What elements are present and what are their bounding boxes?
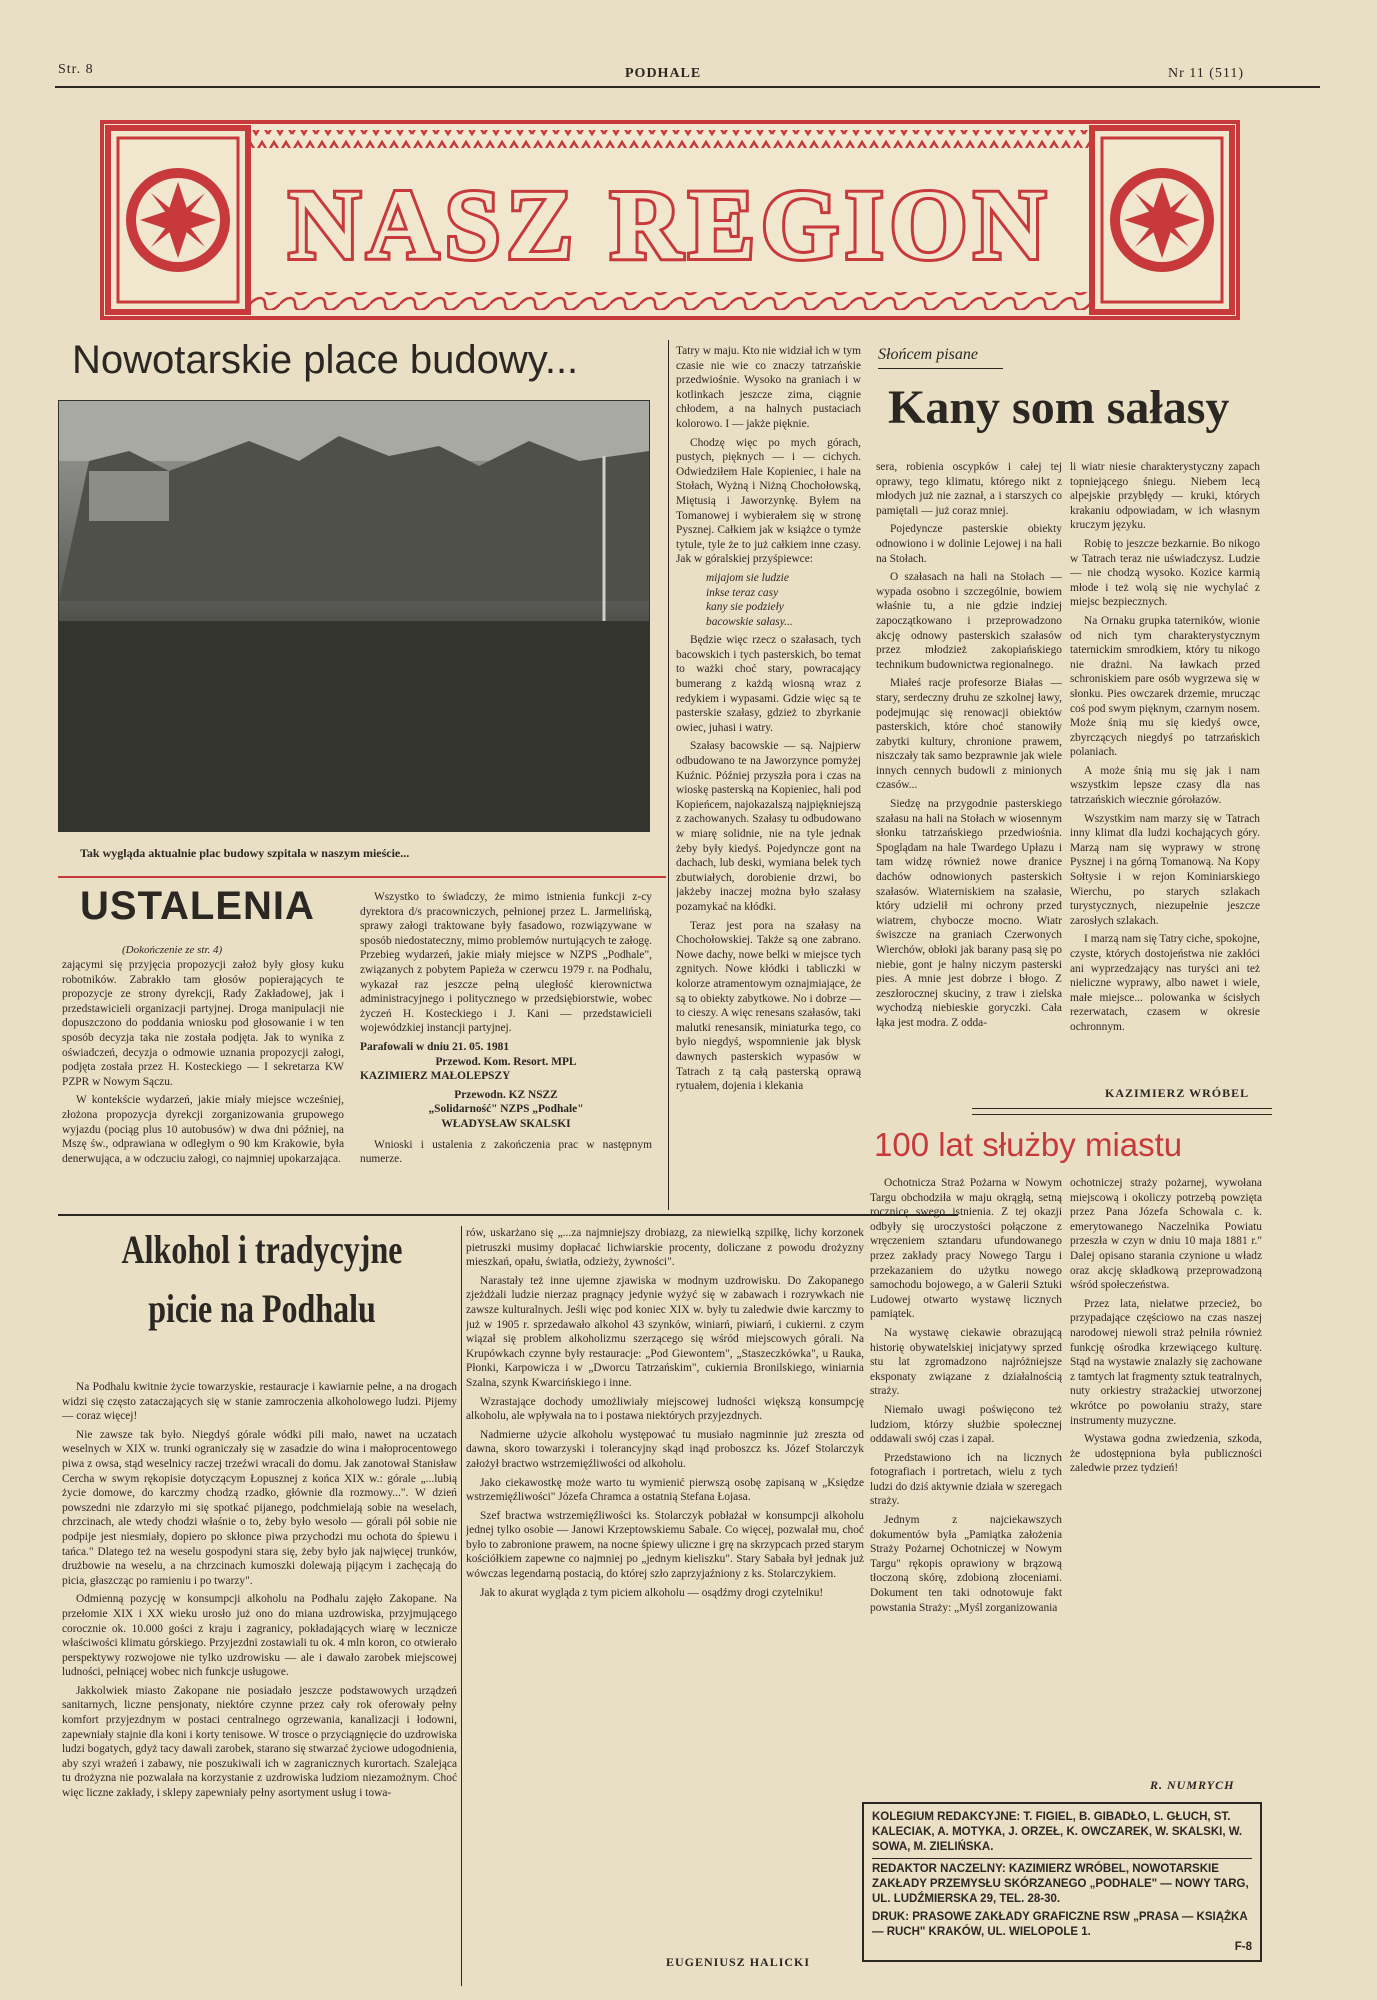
article5-paragraph: Niemało uwagi poświęcono też ludziom, którzy służbie społecznej oddawali swój czas i zapał. <box>870 1403 1062 1446</box>
article5-paragraph: Ochotnicza Straż Pożarna w Nowym Targu obchodziła w maju okrągłą, setną rocznicę swego istnienia. Z tej okazji odbyły się uroczystości połączone z wręczeniem sztandaru ufundowanego przez zakłady pracy Nowego Targu i przekazaniem do użytku nowego samochodu bojowego, a w Galerii Sztuki Ludowej otwarto wystawę licznych pamiątek. <box>870 1177 1062 1321</box>
editorial-staff-box <box>862 1802 1262 1962</box>
article1-headline: Nowotarskie place budowy... <box>72 338 579 382</box>
article2-bottom-rule <box>972 1108 1272 1109</box>
article4-paragraph: Jakkolwiek miasto Zakopane nie posiadało jeszcze podstawowych urządzeń sanitarnych, liczne pensjonaty, niektóre czynne przez cały rok oferowały pełny komfort przyjezdnym w postaci centralnego ogrzewania, kanalizacji i łodowni, zapewniały stajnie dla koni i korty tenisowe. W trosce o przyciągnięcie do uzdrowiska ludzi bogatych, gdyż tacy dawali zarobek, starano się stwarzać życiowe udogodnienia, aby szyi wrażeń i zabawy, nie poszukiwali ich w zagranicznych kurortach. Szalejąca tu drożyzna nie pozwalała na korzystanie z uzdrowiska ludziom niezamożnym. Choć więc liczne zakłady, i sklepy zapewniały pełny asortyment usług i towa- <box>62 1684 457 1800</box>
article2-paragraph: Pojedyncze pasterskie obiekty odnowiono i w dolinie Lejowej i na hali na Stołach. <box>876 523 1062 565</box>
article3-sig-line: KAZIMIERZ MAŁOLEPSZY <box>360 1070 511 1083</box>
page-number: Str. 8 <box>58 62 94 77</box>
kicker-rule <box>878 368 1003 369</box>
photo-caption: Tak wygląda aktualnie plac budowy szpitala w naszym mieście... <box>80 846 410 860</box>
article3-continued: (Dokończenie ze str. 4) <box>122 944 223 956</box>
article3-column-1 <box>62 958 344 1204</box>
construction-photo <box>58 400 650 832</box>
article5-signature: R. NUMRYCH <box>1150 1778 1235 1792</box>
rosette-right-icon <box>1092 128 1232 312</box>
article4-column-2 <box>466 1226 864 1948</box>
article3-paragraph: Wszystko to świadczy, że mimo istnienia funkcji z-cy dyrektora d/s pracowniczych, pełnionej przez L. Jarmelińską, sprawy załogi traktowane były fasadowo, rozwiązywane w sposób niedostateczny, mimo problemów nurtujących te załogę. Przebieg wydarzeń, jakie miały miejsce w NZPS „Podhale", związanych z pobytem Papieża w czerwcu 1979 r. na Podhalu, wykazał raz jeszcze pełną uległość kierownictwa administracyjnego i politycznego w przedsiębiorstwie, wobec życzeń H. Kosteckiego i J. Kani — przedstawicieli wojewódzkiej instancji partyjnej. <box>360 891 652 1035</box>
article1-column <box>676 344 861 1220</box>
banner-ornament <box>100 120 1240 320</box>
article5-paragraph: Na wystawę ciekawie obrazującą historię obywatelskiej inicjatywy sprzed stu lat zgromadzono najróżniejsze eksponaty związane z działalnością straży. <box>870 1326 1062 1398</box>
article1-paragraph: Szałasy bacowskie — są. Najpierw odbudowano te na Jaworzynce pomyżej Kuźnic. Później przyszła pora i czas na wioskę pasterską na Kopieniec, hali pod Kopieńcem, najokazalszą najpiękniejszą z zachowanych. Szałasy tu odbudowano w miarę solidnie, nie na tyle jednak żeby były kiedyś. Pojedyncze gont na dachach, lub deski, wymiana belek tych zbutwiałych, dorobienie drzwi, bo jakżeby inaczej można było szałasy pozamykać na kłódki. <box>676 740 861 913</box>
article4-column-1 <box>62 1380 457 1980</box>
article5-headline: 100 lat służby miastu <box>874 1126 1183 1163</box>
article1-poem: mijajom sie ludzie inkse teraz casy kany sie podzieły bacowskie sałasy... <box>706 571 793 628</box>
article3-paragraph: zającymi się przyjęcia propozycji założ były głosy kuku robotników. Zabrakło tam głosów popierających te propozycje ze strony dyrekcji, Rady Zakładowej, jak i przedstawicieli organizacji partyjnej. Droga manipulacji nie dopuszczono do poddania wniosku pod głosowanie i w ten sposób decyzja taka nie została podjęta. Jak to wynika z oświadczeń, decyzja o odmowie uznania propozycji załogi, podjęta została przez H. Kosteckiego — I sekretarza KW PZPR w Nowym Sączu. <box>62 959 344 1088</box>
article4-paragraph: Szef bractwa wstrzemięźliwości ks. Stolarczyk pobłażał w konsumpcji alkoholu jednej tylko osobie — Janowi Krzeptowskiemu Sabale. Co więcej, pozwalał mu, choć było to zabronione prawem, na nocne śpiewy uliczne i grę na skrzypcach przed starym kościółkiem zapewne co najmniej po „jednym kieliszku". Stary Sabała był jednak już wówczas legendarną postacią, do której szło zaprzyjaźniony z ks. Stolarczykiem. <box>466 1509 864 1581</box>
article5-column-1 <box>870 1176 1062 1786</box>
article4-signature: EUGENIUSZ HALICKI <box>666 1955 811 1969</box>
article4-paragraph: Na Podhalu kwitnie życie towarzyskie, restauracje i kawiarnie pełne, a na drogach widzi się często zataczających się w stanie zamroczenia alkoholowego ludzi. Pijemy — coraz więcej! <box>62 1381 457 1423</box>
article5-paragraph: Przez lata, niełatwe przecież, bo przypadające częściowo na czas naszej narodowej niewoli straż pełniła również funkcję ośrodka krzewiącego kulturę. Stąd na wystawie znalazły się zachowane z tamtych lat fragmenty sztuk teatralnych, nuty orkiestry strażackiej utworzonej wkrótce po powołaniu straży, stare instrumenty muzyczne. <box>1070 1297 1262 1427</box>
issue-number: Nr 11 (511) <box>1168 66 1245 81</box>
article1-paragraph: Będzie więc rzecz o szałasach, tych bacowskich i tych pasterskich, bo temat to ważki choć stary, powracający bumerang z każdą wiosną wraz z redykiem i wypasami. Gdzie więc są te pasterskie szałasy, gdzież to zbyrkanie owiec, juhasi i watry. <box>676 634 861 734</box>
article2-paragraph: I marzą nam się Tatry ciche, spokojne, czyste, których dostojeństwa nie zakłóci ani wyprzedzający nas turyści ani też nieliczne wyprawy, albo nawet i wiele, małe miejsce... polowanka w ścisłych rezerwatach, czasem w okresie ochronnym. <box>1070 933 1260 1033</box>
article2-column-2 <box>1070 460 1260 1080</box>
article3-sig-line: Przewodn. KZ NSZZ <box>454 1088 558 1101</box>
article2-column-1 <box>876 460 1062 1100</box>
article4-paragraph: rów, uskarżano się „...za najmniejszy drobiazg, za niewielką szpilkę, lichy korzonek pietruszki musimy dopłacać lichwiarskie procenty, doliczane z powodu drożyzny mieszkań, opału, światła, odzieży, żywności". <box>466 1227 864 1269</box>
region-banner <box>100 120 1240 320</box>
section-divider <box>58 1214 958 1216</box>
article2-paragraph: sera, robienia oscypków i całej tej oprawy, tego klimatu, którego nikt z młodych już nie zaznał, a i starszych co pamiętali — już coraz mniej. <box>876 461 1062 517</box>
article2-paragraph: Wszystkim nam marzy się w Tatrach inny klimat dla ludzi kochających góry. Marzą nam się wyprawy w stronę Pysznej i na górną Tomanową. Na Kopy Sołtysie i w rejon Kominiarskiego Wierchu, po starych szlakach turystycznych, niezupełnie jeszcze zarosłych szlakach. <box>1070 812 1260 927</box>
article4-paragraph: Jako ciekawostkę może warto tu wymienić pierwszą osobę zapisaną w „Księdze wstrzemięźliwości" Józefa Chramca a ostatnią Stefana Łojasa. <box>466 1476 864 1504</box>
article3-sig-line: WŁADYSŁAW SKALSKI <box>441 1117 571 1130</box>
article1-paragraph: Tatry w maju. Kto nie widział ich w tym czasie nie wie co znaczy tatrzańskie przedwiośnie. Wysoko na graniach i w kotlinkach jeszcze zima, ciągnie chłodem, a na halnych pustaciach kolorowo. I — jakże pięknie. <box>676 345 861 430</box>
article3-sig-line: Parafowali w dniu 21. 05. 1981 <box>360 1040 510 1053</box>
article4-paragraph: Narastały też inne ujemne zjawiska w modnym uzdrowisku. Do Zakopanego zjeżdżali ludzie nierzaz pragnący jedynie wyżyć się w zabawach i rozrywkach nie zawsze kulturalnych. Jeśli więc pod koniec XIX w. były tu zaledwie dwie karczmy to już w 1905 r. sprzedawało alkohol 43 szynków, winiarń, piwiarń, i cukierni. z czym wiązał się problem alkoholizmu szerzącego się wśród miejscowych górali. Na Krupówkach czynne były restauracje: „Pod Giewontem", „Staszeczkówka", u Rauka, Płonki, Karpowicza i w „Dworcu Tatrzańskim", cukiernia Bronilskiego, winiarnia Szalna, szynk Kwarcińskiego i inne. <box>466 1274 864 1389</box>
article5-paragraph: Wystawa godna zwiedzenia, szkoda, że udostępniona była publiczności zaledwie przez tydzień! <box>1070 1433 1262 1475</box>
ustalenia-top-rule <box>58 876 666 878</box>
staff-code: F-8 <box>1234 1940 1252 1953</box>
article3-column-2 <box>360 890 652 1200</box>
article5-column-2 <box>1070 1176 1262 1766</box>
article2-paragraph: Robię to jeszcze bezkarnie. Bo nikogo w Tatrach teraz nie uświadczysz. Ludzie — nie chodzą wysoko. Kozice karmią młode i też wolą się nie wychylać z miejsc bezpiecznych. <box>1070 537 1260 609</box>
header-rule <box>55 86 1320 88</box>
article1-paragraph: Chodzę więc po mych górach, pustych, pięknych — i — cichych. Odwiedziłem Hale Kopieniec, i hale na Stołach, Wyżną i Niżną Chochołowską, Miętusią i Jaworzynkę. Byłem na Tomanowej i wybierałem się w stronę Pysznej. Całkiem jak w książce o tymże tytule, tyle że to już całkiem inne czasy. Jak w góralskiej przyśpiewce: <box>676 436 861 566</box>
article3-sig-line: Przewod. Kom. Resort. MPL <box>435 1055 577 1068</box>
article4-headline-line: picie na Podhalu <box>148 1286 376 1331</box>
staff-printer: DRUK: PRASOWE ZAKŁADY GRAFICZNE RSW „PRASA — KSIĄŻKA — RUCH" KRAKÓW, UL. WIELOPOLE 1. <box>872 1910 1248 1938</box>
article2-paragraph: O szałasach na hali na Stołach — wypada osobno i szczególnie, bowiem właśnie tu, a nie gdzie indziej zapoczątkowano i przeprowadzono akcję odnowy pasterskich szałasów przez młodzież zakopiańskiego technikum budownictwa regionalnego. <box>876 571 1062 671</box>
article4-paragraph: Odmienną pozycję w konsumpcji alkoholu na Podhalu zajęło Zakopane. Na przełomie XIX i XX wieku urosło już ono do miana uzdrowiska, przyjmującego corocznie ok. 10.000 gości z kraju i zagranicy, pokładających wiarę w lecznicze właściwości klimatu górskiego. Przyjezdni zostawiali tu ok. 4 mln koron, co otwierało perspektywy rozwojowe nie tylko uzdrowisku — ale i dawało zarobek miejscowej ludności, pełniącej wobec nich funkcje usługowe. <box>62 1593 457 1679</box>
article4-paragraph: Nie zawsze tak było. Niegdyś górale wódki pili mało, nawet na uczatach weselnych w XIX w. trunki ograniczały się w zasadzie do wina i małoprocentowego piwa z owsa, stąd weselnicy raczej trzeźwi wracali do domu. Jak zanotował Stanisław Cercha w swym rękopisie dotyczącym Łopusznej z końca XIX w.: górale „...lubią życie domowe, do karczmy chodzą rzadko, głównie dla rozmowy...". W dzień powszedni nie zdarzyło mi się spotkać pijanego, podchmielają sobie na weselach, chrzcinach, ale wtedy chodzi właśnie o to, żeby było wesoło — górali pół sobie nie podpije jest niesmiały, dopiero po skłonce piwa przychodzi mu ochota do śpiewu i tańca." Dlatego też na weselu gospodyni stara się, żeby było jak najwięcej trunków, drużbowie na weselu, a na chrzcinach kumoszki dolewają pijącym i zachęcają do picia, głaszcząc po ramieniu i po twarzy". <box>62 1428 457 1587</box>
article3-sig-line: „Solidarność" NZPS „Podhale" <box>428 1103 584 1116</box>
article2-paragraph: Siedzę na przygodnie pasterskiego szałasu na hali na Stołach w wiosennym słonku tatrzańskiego przedwiośnia. Spoglądam na hale Twardego Upłazu i tam widzę również nowe dranice dachów odnowionych pasterskich szałasów. Wiaterniskiem na szałasie, który udzielił mi ochrony przed wiatrem, chybocze mocno. Wiatr świszcze na graniach Czerwonych Wierchów, obłoki jak barany pasą się po niebie, gont je halny niczym pasterski pies. A mnie jest dobrze i błogo. Z zeszłorocznej skuciny, z traw i zielska wychodzą niebieskie goryczki. Cała łąka jest modra. Z odda- <box>876 798 1062 1029</box>
article2-headline: Kany som sałasy <box>888 381 1230 434</box>
article2-paragraph: Na Ornaku grupka taterników, wionie od nich tym charakterystycznym taternickim smrodkiem, który tu nikogo nie drażni. Na ławkach przed schroniskiem pare osób wygrzewa się w słonku. Pies owczarek drzemie, mrucząc coś pod swym pięknym, czarnym nosem. Może śnią mu się kiedyś owce, zbyrczących niegdyś po tatrzańskich polaniach. <box>1070 614 1260 759</box>
article4-paragraph: Nadmierne użycie alkoholu występować tu musiało nagminnie już zreszta od dawna, skoro towarzyski i tolerancyjny skąd inąd proboszcz ks. Józef Stolarczyk założył bractwo wstrzemięźliwości od alkoholu. <box>466 1428 864 1470</box>
article2-paragraph: li wiatr niesie charakterystyczny zapach topniejącego śniegu. Niebem lecą alpejskie przybłędy — kruki, których krakaniu odpowiadam, w ich własnym kruczym języku. <box>1070 461 1260 532</box>
article5-paragraph: Przedstawiono ich na licznych fotografiach i portretach, wielu z tych ludzi do dziś aktywnie działa w szeregach straży. <box>870 1451 1062 1508</box>
article3-footnote: Wnioski i ustalenia z zakończenia prac w następnym numerze. <box>360 1138 652 1166</box>
article3-headline: USTALENIA <box>80 884 315 928</box>
article4-headline <box>62 1226 462 1332</box>
staff-editor-in-chief: REDAKTOR NACZELNY: KAZIMIERZ WRÓBEL, NOWOTARSKIE ZAKŁADY PRZEMYSŁU SKÓRZANEGO „PODHALE" — NOWY TARG, UL. LUDŹMIERSKA 29, TEL. 28-30. <box>872 1862 1249 1905</box>
banner-title: NASZ REGION <box>288 169 1052 280</box>
rosette-left-icon <box>108 128 248 312</box>
article2-paragraph: Miałeś racje profesorze Białas — stary, serdeczny druhu ze szkolnej ławy, podejmując się renowacji obiektów pasterskich, które choć stanowiły zabytki kultury, chronione prawem, niszczały tak samo bezprawnie jak wiele innych cennych budowli z minionych czasów... <box>876 677 1062 792</box>
article2-signature: KAZIMIERZ WRÓBEL <box>1105 1086 1250 1100</box>
staff-editorial-board: KOLEGIUM REDAKCYJNE: T. FIGIEL, B. GIBADŁO, L. GŁUCH, ST. KALECIAK, A. MOTYKA, J. ORZEŁ, K. OWCZAREK, W. SKALSKI, W. SOWA, M. ZIELIŃSKA. <box>872 1810 1252 1859</box>
column-divider <box>668 340 669 1210</box>
paper-name: PODHALE <box>625 66 702 81</box>
article5-paragraph: Jednym z najciekawszych dokumentów była „Pamiątka założenia Straży Pożarnej Ochotniczej w Nowym Targu" rękopis oprawiony w brązową tłoczoną skórę, zdobioną złoceniami. Dokument ten taki odnotowuje fakt powstania Straży: „Myśl zorganizowania <box>870 1514 1062 1614</box>
article2-paragraph: A może śnią mu się jak i nam wszystkim lepsze czasy dla nas tatrzańskich wiecznie górołazów. <box>1070 764 1260 807</box>
article4-paragraph: Jak to akurat wygląda z tym piciem alkoholu — osądźmy drogi czytelniku! <box>480 1586 824 1599</box>
article5-top-rule <box>972 1114 1272 1115</box>
article4-column-divider <box>461 1226 462 1986</box>
article1-paragraph: Teraz jest pora na szałasy na Chochołowskiej. Także są one zabrano. Nowe dachy, nowe belki w miejsce tych zgnitych. Nowe kłódki i tabliczki w kolorze atramentowym oznajmiające, że są to obiekty zabytkowe. No i dobrze — to cieszy. A więc renesans szałasów, taki malutki renesansik, miniaturka tego, co było niegdyś, wspomnienie jak błysk dawnych pasterskich wypasów w Tatrach z tą całą pasterską oprawą rytuałem, dojenia i klekania <box>676 919 861 1093</box>
article2-kicker: Słońcem pisane <box>878 346 978 363</box>
article4-headline-line: Alkohol i tradycyjne <box>121 1227 403 1272</box>
article5-paragraph: ochotniczej straży pożarnej, wywołana miejscową i okoliczy potrzebą powzięta przez Pana Józefa Schowala c. k. emerytowanego Naczelnika Powiatu przeszła w czyn w dniu 10 maja 1881 r." Dalej opisano starania czynione u władz oraz akcję składkową przeprowadzoną wśród społeczeństwa. <box>1070 1177 1262 1292</box>
article4-paragraph: Wzrastające dochody umożliwiały miejscowej ludności większą konsumpcję alkoholu, ale wpływała na to i postawa niektórych przyjezdnych. <box>466 1395 864 1423</box>
article3-paragraph: W kontekście wydarzeń, jakie miały miejsce wcześniej, złożona propozycja dyrekcji zorganizowania grupowego wyjazdu (pociąg plus 10 autobusów) w dwa dni później, na Mszę św., odprawiana w odległym o 90 km Krakowie, była denerwująca, a w odczuciu załogi, co najmniej upokarzająca. <box>62 1094 344 1165</box>
